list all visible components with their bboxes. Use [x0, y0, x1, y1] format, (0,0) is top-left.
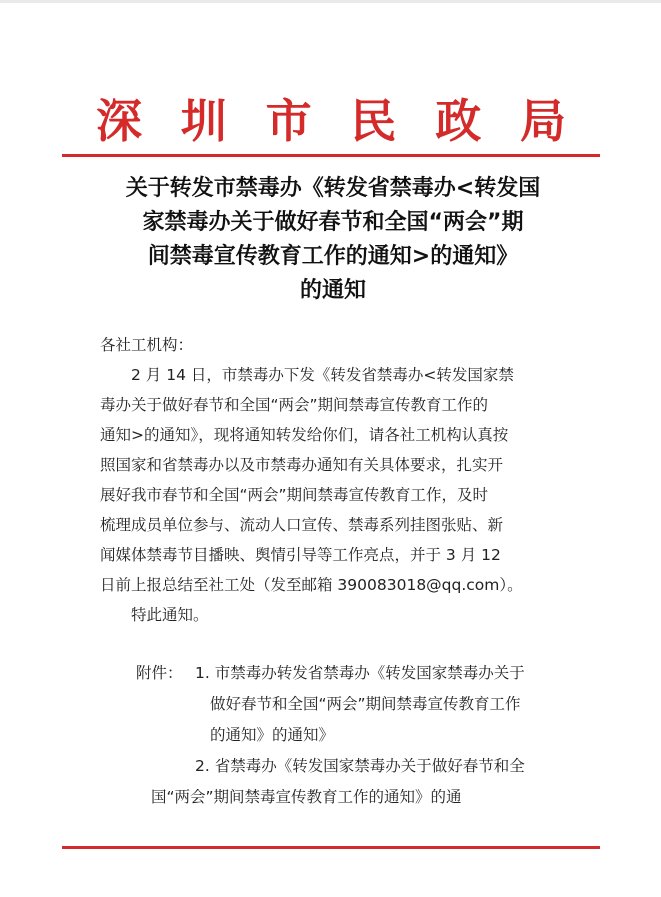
- attachment-line: 2. 省禁毒办《转发国家禁毒办关于做好春节和全: [195, 757, 525, 775]
- title-line: 关于转发市禁毒办《转发省禁毒办<转发国: [125, 176, 541, 201]
- scan-top-edge: [0, 0, 661, 3]
- attachment-line: 的通知》的通知》: [210, 726, 335, 744]
- attachment-item-1: [136, 658, 576, 751]
- letterhead-char: 圳: [180, 94, 227, 148]
- paragraph-line: 日前上报总结至社工处（发至邮箱 390083018@qq.com）。: [100, 576, 523, 594]
- paragraph-line: 2 月 14 日，市禁毒办下发《转发省禁毒办<转发国家禁: [131, 366, 514, 384]
- document-title: [90, 172, 576, 308]
- title-line: 间禁毒宣传教育工作的通知>的通知》: [147, 244, 519, 269]
- letterhead-char: 市: [265, 94, 312, 148]
- paragraph-line: 展好我市春节和全国“两会”期间禁毒宣传教育工作，及时: [100, 486, 489, 504]
- letterhead-red-rule: [62, 154, 600, 157]
- attachment-line: 1. 市禁毒办转发省禁毒办《转发国家禁毒办关于: [195, 664, 525, 682]
- paragraph-line: 通知>的通知》，现将通知转发给你们，请各社工机构认真按: [100, 426, 509, 444]
- attachment-line: 做好春节和全国“两会”期间禁毒宣传教育工作: [210, 695, 521, 713]
- attachment-line: 国“两会”期间禁毒宣传教育工作的通知》的通: [151, 788, 462, 806]
- paragraph-line: 梳理成员单位参与、流动人口宣传、禁毒系列挂图张贴、新: [100, 516, 504, 534]
- footer-red-rule: [62, 846, 600, 849]
- paragraph-line: 照国家和省禁毒办以及市禁毒办通知有关具体要求，扎实开: [100, 456, 504, 474]
- letterhead-agency-name: [96, 86, 566, 150]
- salutation: 各社工机构：: [100, 336, 194, 354]
- attachment-item-2: [136, 751, 576, 813]
- title-line: 家禁毒办关于做好春节和全国“两会”期: [142, 210, 524, 235]
- paragraph-line: 毒办关于做好春节和全国“两会”期间禁毒宣传教育工作的: [100, 396, 489, 414]
- title-line: 的通知: [299, 278, 366, 303]
- letterhead-char: 民: [350, 94, 397, 148]
- paragraph-line: 闻媒体禁毒节目播映、舆情引导等工作亮点，并于 3 月 12: [100, 546, 501, 564]
- letterhead-char: 局: [519, 94, 566, 148]
- attachments-section: [136, 658, 576, 813]
- letterhead-char: 政: [435, 94, 482, 148]
- attachments-label: 附件：: [136, 664, 183, 682]
- closing-remark: 特此通知。: [131, 606, 209, 624]
- letterhead-char: 深: [96, 94, 142, 148]
- document-body: [100, 330, 570, 630]
